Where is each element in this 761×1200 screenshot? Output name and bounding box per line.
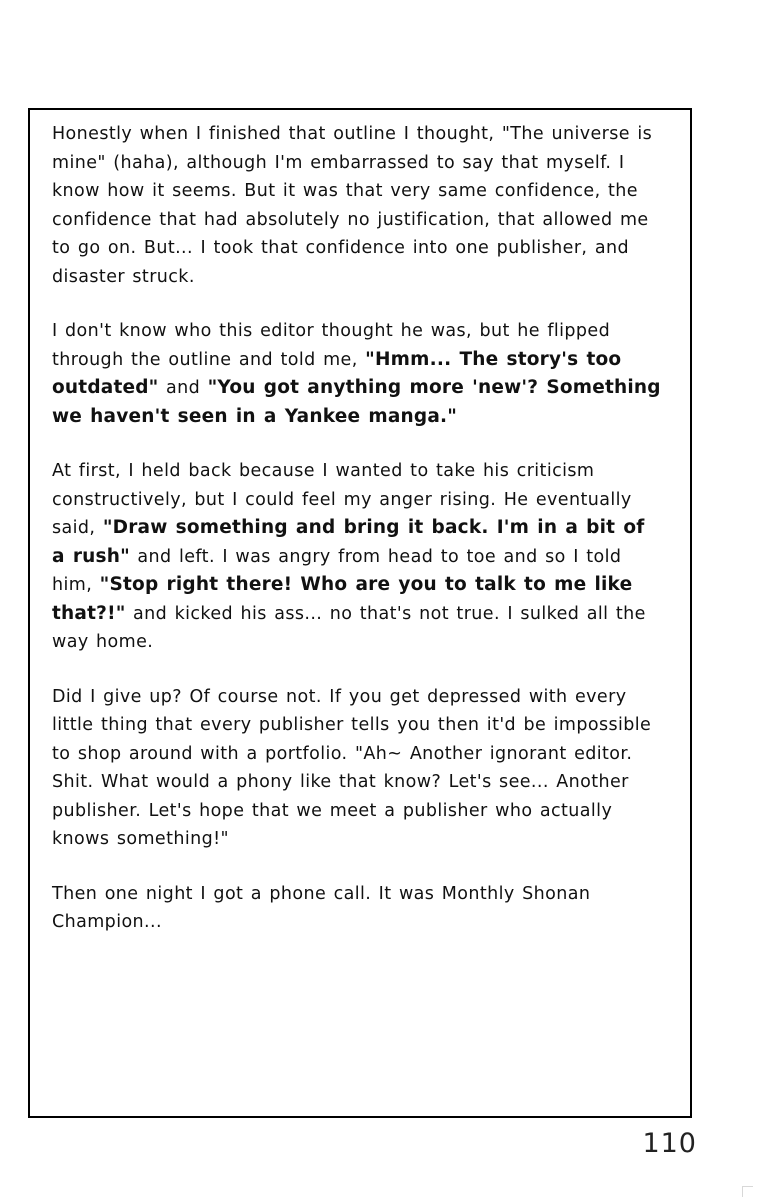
narration-text: I don't know who this editor thought he was, but he flipped through the outline and told me, [52, 321, 611, 370]
paragraph-4 [52, 683, 664, 854]
paragraph-1 [52, 120, 664, 291]
narration-text: At first, I held back because I wanted to take his criticism constructively, but I could feel my anger rising. He eventually said, [52, 461, 632, 538]
narration-text: Honestly when I finished that outline I thought, "The universe is mine" (haha), although I'm embarrassed to say that myself. I know how it seems. But it was that very same confidence, the confidence that had absolutely no justification, that allowed me to go on. But... I took that confidence into one publisher, and disaster struck. [52, 124, 653, 287]
narration-text: and kicked his ass... no that's not true. I sulked all the way home. [52, 603, 646, 652]
paragraph-2 [52, 317, 664, 431]
paragraph-5 [52, 880, 664, 937]
quoted-dialogue-text: "You got anything more 'new'? Something we haven't seen in a Yankee manga." [52, 377, 661, 427]
quoted-dialogue-text: "Hmm... The story's too outdated" [52, 348, 622, 398]
page-number: 110 [642, 1128, 697, 1159]
quoted-dialogue-text: "Stop right there! Who are you to talk to me like that?!" [52, 574, 633, 624]
narration-text: and [158, 378, 208, 398]
text-panel-border [28, 108, 692, 1118]
narration-text: and left. I was angry from head to toe and so I told him, [52, 546, 622, 595]
paragraph-3 [52, 457, 664, 657]
corner-registration-mark [742, 1186, 753, 1197]
quoted-dialogue-text: "Draw something and bring it back. I'm in a bit of a rush" [52, 517, 645, 567]
essay-text-body [52, 120, 664, 937]
narration-text: Did I give up? Of course not. If you get depressed with every little thing that every publisher tells you then it'd be impossible to shop around with a portfolio. "Ah~ Another ignorant editor. Shit. What would a phony like that know? Let's see... Another publisher. Let's hope that we meet a publisher who actually knows something!" [52, 686, 652, 849]
narration-text: Then one night I got a phone call. It was Monthly Shonan Champion... [52, 883, 591, 932]
